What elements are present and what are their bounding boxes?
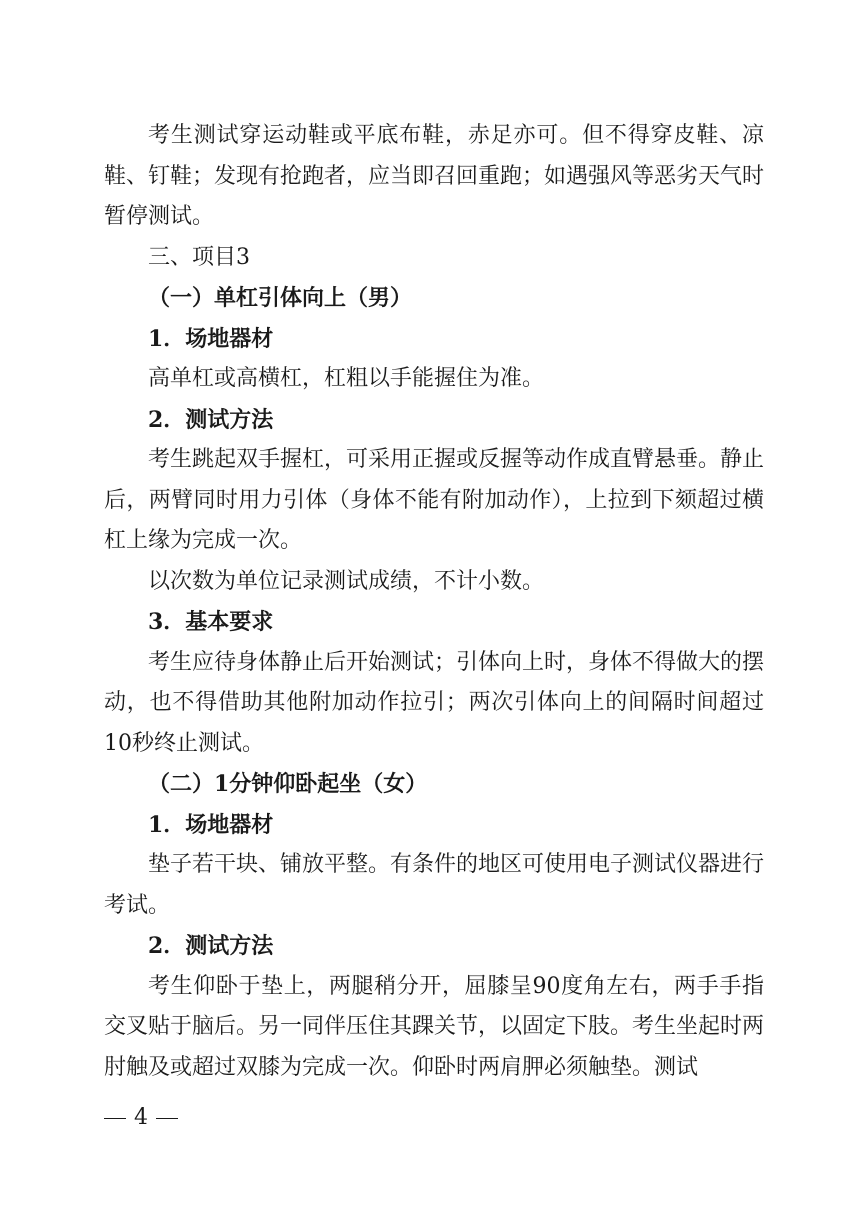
- paragraph-sit-up-method: 考生仰卧于垫上，两腿稍分开，屈膝呈90度角左右，两手手指交叉贴于脑后。另一同伴压住其踝关节，以固定下肢。考生坐起时两肘触及或超过双膝为完成一次。仰卧时两肩胛必须触垫。测试: [104, 973, 765, 1080]
- page-footer: [104, 1100, 178, 1136]
- item-heading-venue-equipment-2: 1．场地器材: [148, 811, 274, 838]
- item-heading-test-method-2: 2．测试方法: [148, 933, 274, 959]
- item-heading-basic-requirements: 3．基本要求: [148, 609, 274, 635]
- footer-dash-right: [156, 1118, 178, 1119]
- paragraph-pull-up-requirements: 考生应待身体静止后开始测试；引体向上时，身体不得做大的摆动，也不得借助其他附加动作拉引；两次引体向上的间隔时间超过10秒终止测试。: [104, 649, 765, 756]
- paragraph-pull-up-scoring: 以次数为单位记录测试成绩，不计小数。: [148, 568, 545, 594]
- subheading-sit-up: （二）1分钟仰卧起坐（女）: [148, 771, 428, 797]
- item-heading-test-method: 2．测试方法: [148, 406, 274, 433]
- paragraph-footwear-rules: 考生测试穿运动鞋或平底布鞋，赤足亦可。但不得穿皮鞋、凉鞋、钉鞋；发现有抢跑者，应当即召回重跑；如遇强风等恶劣天气时暂停测试。: [104, 123, 765, 229]
- paragraph-bar-equipment: 高单杠或高横杠，杠粗以手能握住为准。: [148, 366, 545, 391]
- item-heading-venue-equipment: 1．场地器材: [148, 325, 274, 352]
- section-heading-item-3: 三、项目3: [148, 244, 250, 270]
- subheading-pull-up: （一）单杠引体向上（男）: [148, 285, 413, 311]
- page-number: 4: [134, 1105, 148, 1130]
- paragraph-mat-equipment: 垫子若干块、铺放平整。有条件的地区可使用电子测试仪器进行考试。: [104, 852, 765, 918]
- footer-dash-left: [104, 1118, 126, 1119]
- document-page: [104, 116, 764, 1088]
- paragraph-pull-up-method: 考生跳起双手握杠，可采用正握或反握等动作成直臂悬垂。静止后，两臂同时用力引体（身体不能有附加动作），上拉到下颏超过横杠上缘为完成一次。: [104, 447, 765, 553]
